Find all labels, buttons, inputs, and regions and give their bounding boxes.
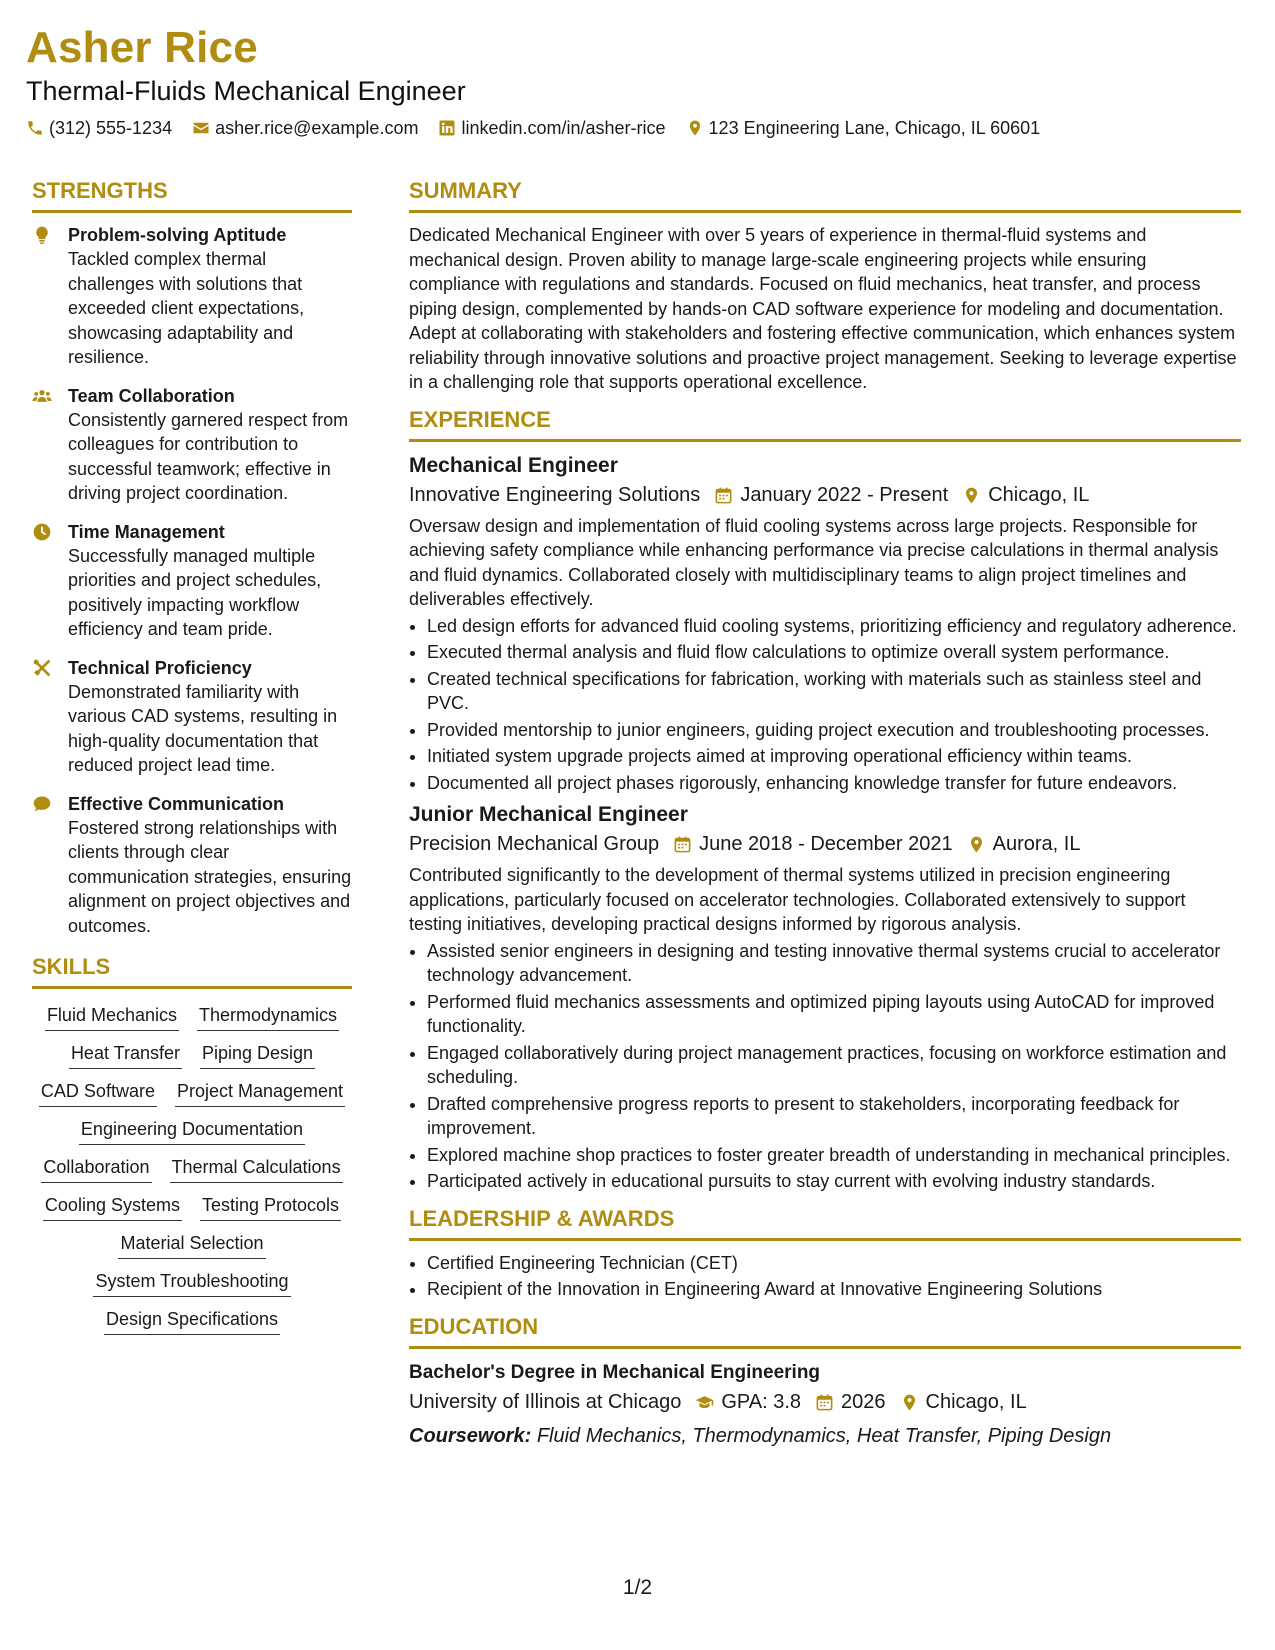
job-entry xyxy=(409,452,1241,796)
page-number: 1/2 xyxy=(622,1576,653,1599)
map-pin-icon xyxy=(686,119,704,137)
education-gpa xyxy=(695,1387,801,1417)
list-item: • Certified Engineering Technician (CET) xyxy=(427,1251,1241,1276)
envelope-icon xyxy=(192,119,210,137)
strength-title: Team Collaboration xyxy=(68,385,235,406)
job-title: Junior Mechanical Engineer xyxy=(409,803,688,826)
strength-title: Effective Communication xyxy=(68,793,285,814)
list-item: • Created technical specifications for fabrication, working with materials such as stainless steel and PVC. xyxy=(427,667,1241,716)
experience-heading: EXPERIENCE xyxy=(409,406,551,432)
strength-description: Consistently garnered respect from colleagues for contribution to successful teamwork; effective in driving project coordination. xyxy=(68,409,349,503)
strength-title: Problem-solving Aptitude xyxy=(68,225,287,245)
list-item: • Documented all project phases rigorously, enhancing knowledge transfer for future endeavors. xyxy=(427,771,1241,796)
year-text: 2026 xyxy=(841,1390,886,1413)
job-bullets xyxy=(409,614,1241,796)
map-pin-icon xyxy=(900,1393,918,1411)
contact-phone-text: (312) 555-1234 xyxy=(49,118,173,138)
skill-tag: Engineering Documentation xyxy=(79,1117,305,1145)
gpa-text: GPA: 3.8 xyxy=(721,1390,802,1413)
contact-linkedin-text[interactable]: linkedin.com/in/asher-rice xyxy=(461,118,666,138)
job-location xyxy=(967,829,1081,859)
graduation-cap-icon xyxy=(695,1393,713,1411)
skills-heading: SKILLS xyxy=(32,954,111,979)
section-divider xyxy=(32,210,352,213)
contact-email[interactable] xyxy=(192,116,418,140)
list-item: • Engaged collaboratively during project management practices, focusing on workforce estimation and scheduling. xyxy=(427,1041,1241,1090)
list-item: • Recipient of the Innovation in Engineering Award at Innovative Engineering Solutions xyxy=(427,1277,1241,1302)
skill-tag: Fluid Mechanics xyxy=(45,1003,179,1031)
school-name: University of Illinois at Chicago xyxy=(409,1390,682,1413)
skill-tag: CAD Software xyxy=(39,1079,157,1107)
skill-tag: Project Management xyxy=(175,1079,345,1107)
strength-item xyxy=(32,792,352,939)
coursework-label: Coursework: xyxy=(409,1424,532,1447)
skill-tag: Thermodynamics xyxy=(197,1003,339,1031)
education-location xyxy=(900,1387,1027,1417)
skill-tag: Heat Transfer xyxy=(69,1041,182,1069)
job-entry xyxy=(409,801,1241,1194)
job-location-text: Chicago, IL xyxy=(988,483,1090,506)
map-pin-icon xyxy=(967,835,985,853)
lightbulb-icon xyxy=(32,223,56,247)
strength-item xyxy=(32,223,352,370)
users-icon xyxy=(32,384,56,408)
strength-item xyxy=(32,520,352,642)
candidate-title: Thermal-Fluids Mechanical Engineer xyxy=(26,76,466,106)
list-item: • Explored machine shop practices to foster greater breadth of understanding in mechanical principles. xyxy=(427,1143,1241,1168)
job-location xyxy=(962,480,1089,510)
strength-description: Tackled complex thermal challenges with solutions that exceeded client expectations, showcasing adaptability and resilience. xyxy=(68,249,305,367)
list-item: • Led design efforts for advanced fluid cooling systems, prioritizing efficiency and regulatory adherence. xyxy=(427,614,1241,639)
strength-description: Successfully managed multiple priorities and project schedules, positively impacting workflow efficiency and team pride. xyxy=(68,545,322,639)
degree-title: Bachelor's Degree in Mechanical Engineering xyxy=(409,1361,821,1383)
skills-list xyxy=(32,999,352,1335)
job-company: Innovative Engineering Solutions xyxy=(409,483,701,506)
education-location-text: Chicago, IL xyxy=(925,1390,1027,1413)
strength-item xyxy=(32,656,352,778)
list-item: • Drafted comprehensive progress reports to present to stakeholders, incorporating feedback for improvement. xyxy=(427,1092,1241,1141)
education-meta xyxy=(409,1387,1241,1417)
job-description: Contributed significantly to the development of thermal systems utilized in precision engineering applications, particularly focused on accelerator technologies. Collaborated extensively to support testing initiatives, developing practical designs informed by rigorous analysis. xyxy=(409,865,1186,934)
left-column xyxy=(32,176,352,1335)
calendar-icon xyxy=(815,1393,833,1411)
leadership-heading: LEADERSHIP & AWARDS xyxy=(409,1205,675,1231)
chat-bubble-icon xyxy=(32,792,56,816)
list-item: • Executed thermal analysis and fluid flow calculations to optimize overall system performance. xyxy=(427,640,1241,665)
strength-title: Technical Proficiency xyxy=(68,657,252,678)
education-year xyxy=(815,1387,886,1417)
job-meta xyxy=(409,829,1241,859)
summary-text: Dedicated Mechanical Engineer with over 5 years of experience in thermal-fluid systems and mechanical design. Proven ability to manage large-scale engineering projects while ensuring compliance with regulations and standards. Focused on fluid mechanics, heat transfer, and process piping design, complemented by hands-on CAD software experience for modeling and documentation. Adept at collaborating with stakeholders and fostering effective communication, which enhances system reliability through innovative solutions and proactive project management. Seeking to leverage expertise in a challenging role that supports operational excellence. xyxy=(409,225,1237,392)
list-item: • Assisted senior engineers in designing and testing innovative thermal systems crucial to accelerator technology advancement. xyxy=(427,939,1241,988)
contact-email-text[interactable]: asher.rice@example.com xyxy=(215,118,419,138)
job-company: Precision Mechanical Group xyxy=(409,833,660,855)
right-column xyxy=(409,176,1241,1451)
leadership-list xyxy=(409,1251,1241,1302)
contact-phone xyxy=(26,116,172,140)
skill-tag: Thermal Calculations xyxy=(170,1155,343,1183)
section-divider xyxy=(409,439,1241,442)
skill-tag: Cooling Systems xyxy=(43,1193,182,1221)
resume-header xyxy=(26,22,1246,140)
skill-tag: System Troubleshooting xyxy=(93,1269,290,1297)
strength-description: Demonstrated familiarity with various CAD systems, resulting in high-quality documentation that reduced project lead time. xyxy=(68,681,338,775)
strength-item xyxy=(32,384,352,506)
job-location-text: Aurora, IL xyxy=(992,833,1081,855)
skill-tag: Collaboration xyxy=(41,1155,151,1183)
coursework-text: Fluid Mechanics, Thermodynamics, Heat Transfer, Piping Design xyxy=(536,1424,1112,1447)
tools-icon xyxy=(32,656,56,680)
list-item: • Performed fluid mechanics assessments and optimized piping layouts using AutoCAD for improved functionality. xyxy=(427,990,1241,1039)
section-divider xyxy=(409,1238,1241,1241)
calendar-icon xyxy=(714,486,732,504)
skill-tag: Piping Design xyxy=(200,1041,315,1069)
section-divider xyxy=(32,986,352,989)
list-item: • Initiated system upgrade projects aimed at improving operational efficiency within teams. xyxy=(427,744,1241,769)
strengths-heading: STRENGTHS xyxy=(32,178,168,203)
job-dates-text: June 2018 - December 2021 xyxy=(699,833,953,855)
candidate-name: Asher Rice xyxy=(26,23,258,72)
job-description: Oversaw design and implementation of fluid cooling systems across large projects. Responsible for achieving safety compliance while enhancing performance via precise calculations in thermal analysis and fluid dynamics. Collaborated closely with multidisciplinary teams to align project timelines and deliverables effectively. xyxy=(409,515,1219,609)
coursework xyxy=(409,1421,1241,1451)
strength-title: Time Management xyxy=(68,521,225,542)
clock-icon xyxy=(32,520,56,544)
strength-description: Fostered strong relationships with clients through clear communication strategies, ensuring alignment on project objectives and outcomes. xyxy=(68,817,352,936)
contact-linkedin[interactable] xyxy=(438,116,665,140)
job-title: Mechanical Engineer xyxy=(409,453,618,477)
phone-icon xyxy=(26,119,44,137)
education-heading: EDUCATION xyxy=(409,1313,539,1339)
list-item: • Participated actively in educational pursuits to stay current with evolving industry standards. xyxy=(427,1169,1241,1194)
job-meta xyxy=(409,480,1241,510)
skill-tag: Design Specifications xyxy=(104,1307,280,1335)
job-bullets xyxy=(409,939,1241,1194)
linkedin-icon xyxy=(438,119,456,137)
section-divider xyxy=(409,1346,1241,1349)
map-pin-icon xyxy=(962,486,980,504)
section-divider xyxy=(409,210,1241,213)
contact-address xyxy=(686,116,1041,140)
job-dates-text: January 2022 - Present xyxy=(740,483,949,506)
contact-bar xyxy=(26,116,1246,140)
calendar-icon xyxy=(673,835,691,853)
job-dates xyxy=(714,480,948,510)
list-item: • Provided mentorship to junior engineers, guiding project execution and troubleshooting processes. xyxy=(427,718,1241,743)
job-dates xyxy=(673,829,953,859)
summary-heading: SUMMARY xyxy=(409,178,522,203)
contact-address-text: 123 Engineering Lane, Chicago, IL 60601 xyxy=(708,118,1041,138)
skill-tag: Material Selection xyxy=(118,1231,265,1259)
skill-tag: Testing Protocols xyxy=(200,1193,341,1221)
